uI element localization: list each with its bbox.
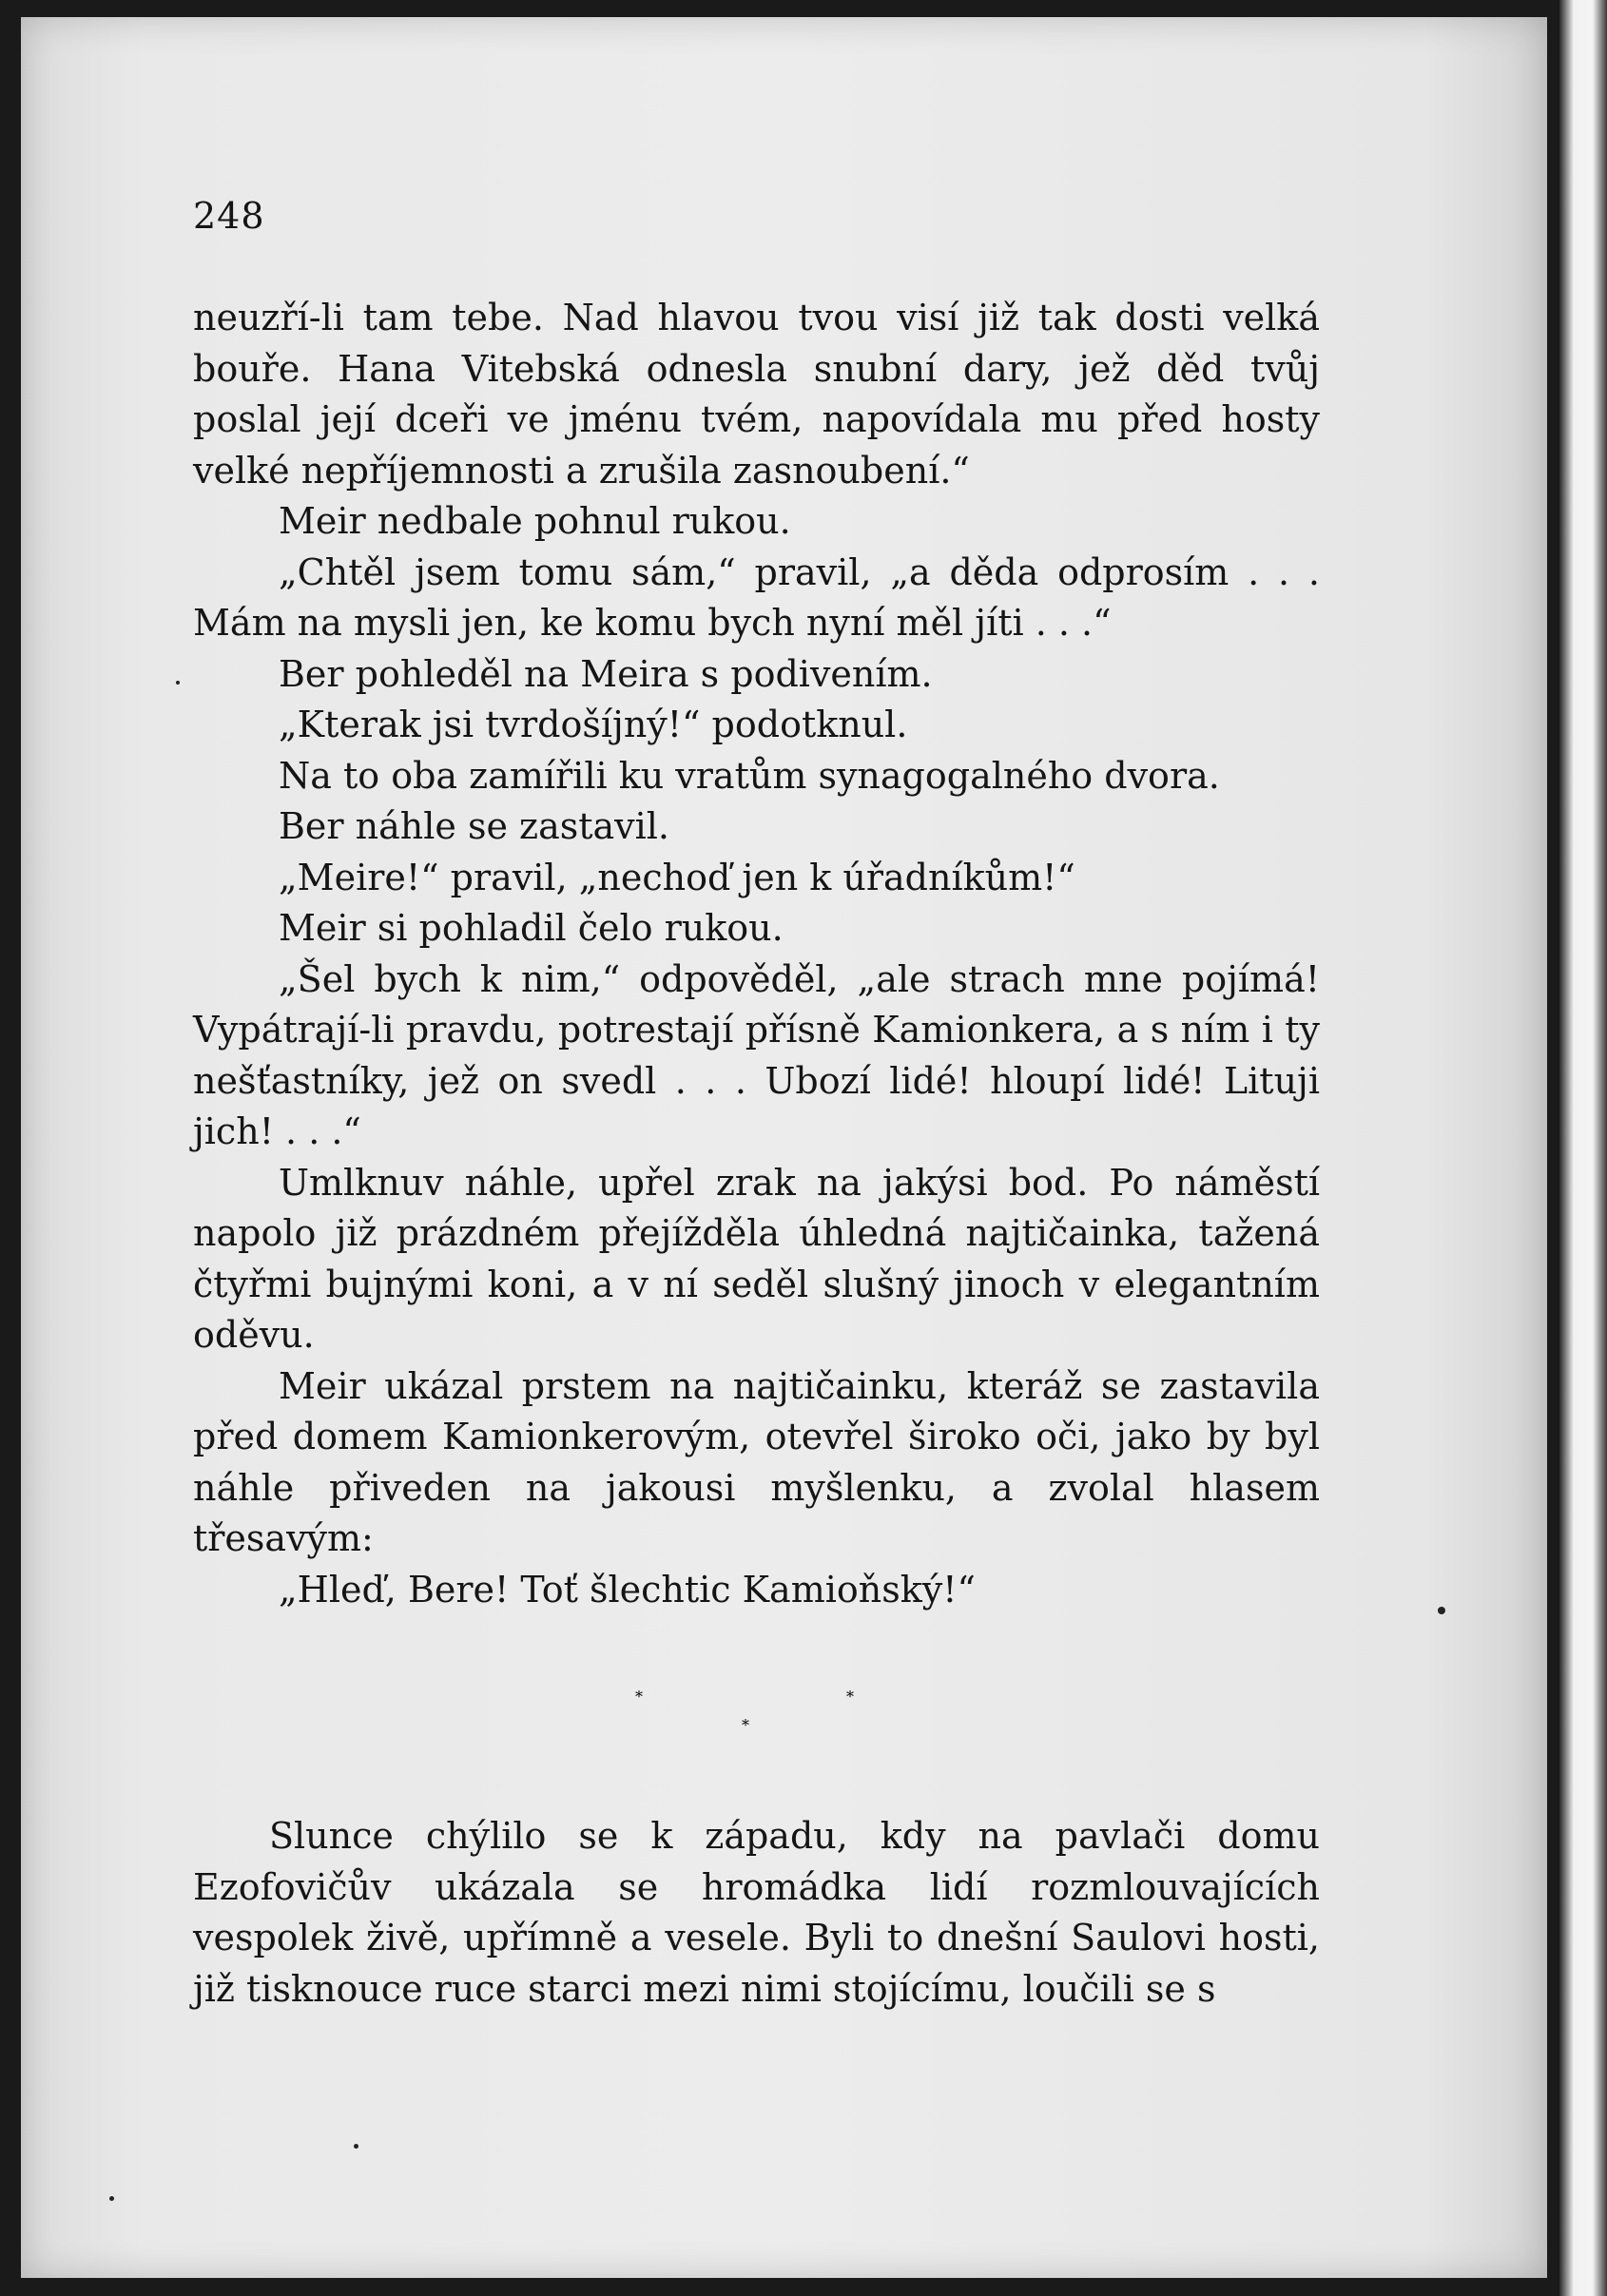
paragraph: Umlknuv náhle, upřel zrak na jakýsi bod. Po náměstí napolo již prázdném přejížděla úhledná najtičainka, tažená čtyřmi bujnými koni, a v ní seděl slušný jinoch v elegantním oděvu. xyxy=(193,1161,1320,1356)
paragraph: Na to oba zamířili ku vratům synagogalného dvora. xyxy=(279,754,1220,797)
main-text xyxy=(193,293,1320,1615)
scan-speck xyxy=(176,681,180,685)
paragraph: Ber náhle se zastavil. xyxy=(279,805,670,847)
paragraph: Ber pohleděl na Meira s podivením. xyxy=(279,652,933,695)
scan-speck xyxy=(354,2144,358,2149)
paragraph: neuzří-li tam tebe. Nad hlavou tvou visí již tak dosti velká bouře. Hana Vitebská odnesla snubní dary, jež děd tvůj poslal její dceři ve jménu tvém, napovídala mu před hosty velké nepříjemnosti a zrušila zasnoubení.“ xyxy=(193,297,1320,492)
separator-star: * xyxy=(742,1716,749,1734)
paragraph: Meir ukázal prstem na najtičainku, kteráž se zastavila před domem Kamionkerovým, otevřel široko oči, jako by byl náhle přiveden na jakousi myšlenku, a zvolal hlasem třesavým: xyxy=(193,1364,1320,1559)
paragraph: „Hleď, Bere! Toť šlechtic Kamioňský!“ xyxy=(279,1568,976,1611)
paragraph: „Šel bych k nim,“ odpověděl, „ale strach mne pojímá! Vypátrají-li pravdu, potrestají přísně Kamionkera, a s ním i ty nešťastníky, jež on svedl . . . Ubozí lidé! hloupí lidé! Lituji jich! . . .“ xyxy=(193,957,1320,1152)
paragraph: „Meire!“ pravil, „nechoď jen k úřadníkům!“ xyxy=(279,856,1075,898)
paragraph: Meir si pohladil čelo rukou. xyxy=(279,907,784,949)
paragraph: Slunce chýlilo se k západu, kdy na pavlači domu Ezofovičův ukázala se hromádka lidí rozmlouvajících vespolek živě, upřímně a vesele. Byli to dnešní Saulovi hosti, již tisknouce ruce starci mezi nimi stojícímu, loučili se s xyxy=(193,1815,1320,2010)
scan-speck xyxy=(109,2196,114,2201)
paragraph: „Chtěl jsem tomu sám,“ pravil, „a děda odprosím . . . Mám na mysli jen, ke komu bych nyní měl jíti . . .“ xyxy=(193,550,1320,644)
separator-star: * xyxy=(635,1688,643,1706)
paragraph: „Kterak jsi tvrdošíjný!“ podotknul. xyxy=(279,704,908,745)
separator-star: * xyxy=(846,1688,854,1706)
main-text-continued xyxy=(193,1811,1320,2015)
adjacent-page-edge xyxy=(1559,0,1607,2296)
paragraph: Meir nedbale pohnul rukou. xyxy=(279,500,791,542)
page-number: 248 xyxy=(193,195,265,237)
scan-speck xyxy=(1438,1607,1445,1614)
